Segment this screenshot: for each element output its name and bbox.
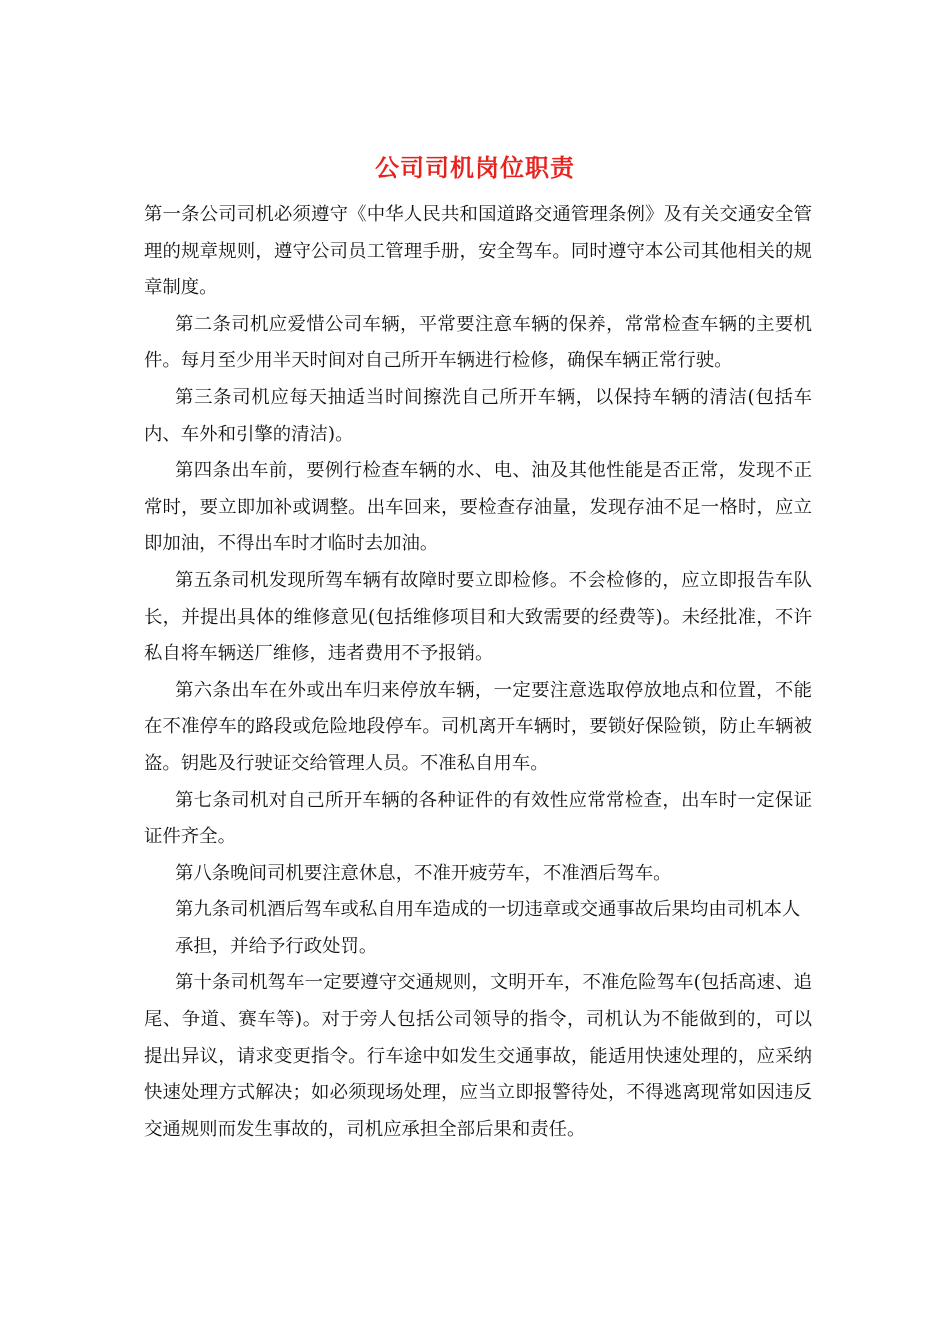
paragraph-article-9-continued: 承担，并给予行政处罚。	[175, 935, 378, 957]
paragraph-article-6: 第六条出车在外或出车归来停放车辆，一定要注意选取停放地点和位置，不能在不准停车的路段或危险地段停车。司机离开车辆时，要锁好保险锁，防止车辆被盗。钥匙及行驶证交给管理人员。不准私自用车。	[144, 679, 812, 774]
document-title: 公司司机岗位职责	[375, 153, 575, 182]
paragraph-article-1: 第一条公司司机必须遵守《中华人民共和国道路交通管理条例》及有关交通安全管理的规章规则，遵守公司员工管理手册，安全驾车。同时遵守本公司其他相关的规章制度。	[144, 204, 812, 299]
paragraph-article-2: 第二条司机应爱惜公司车辆，平常要注意车辆的保养，常常检查车辆的主要机件。每月至少用半天时间对自己所开车辆进行检修，确保车辆正常行驶。	[144, 313, 812, 372]
paragraph-article-4: 第四条出车前，要例行检查车辆的水、电、油及其他性能是否正常，发现不正常时，要立即加补或调整。出车回来，要检查存油量，发现存油不足一格时，应立即加油，不得出车时才临时去加油。	[144, 460, 812, 555]
paragraph-article-5: 第五条司机发现所驾车辆有故障时要立即检修。不会检修的，应立即报告车队长，并提出具体的维修意见(包括维修项目和大致需要的经费等)。未经批准，不许私自将车辆送厂维修，违者费用不予报销。	[144, 569, 812, 665]
paragraph-article-8: 第八条晚间司机要注意休息，不准开疲劳车，不准酒后驾车。	[175, 862, 672, 884]
paragraph-article-10: 第十条司机驾车一定要遵守交通规则，文明开车，不准危险驾车(包括高速、追尾、争道、赛车等)。对于旁人包括公司领导的指令，司机认为不能做到的，可以提出异议，请求变更指令。行车途中如发生交通事故，能适用快速处理的，应采纳快速处理方式解决；如必须现场处理，应当立即报警待处，不得逃离现常如因违反交通规则而发生事故的，司机应承担全部后果和责任。	[144, 972, 812, 1140]
paragraph-article-7: 第七条司机对自己所开车辆的各种证件的有效性应常常检查，出车时一定保证证件齐全。	[144, 789, 812, 848]
paragraph-article-3: 第三条司机应每天抽适当时间擦洗自己所开车辆，以保持车辆的清洁(包括车内、车外和引擎的清洁)。	[144, 386, 812, 445]
paragraph-article-9: 第九条司机酒后驾车或私自用车造成的一切违章或交通事故后果均由司机本人	[175, 899, 801, 921]
document-body	[144, 197, 812, 1148]
